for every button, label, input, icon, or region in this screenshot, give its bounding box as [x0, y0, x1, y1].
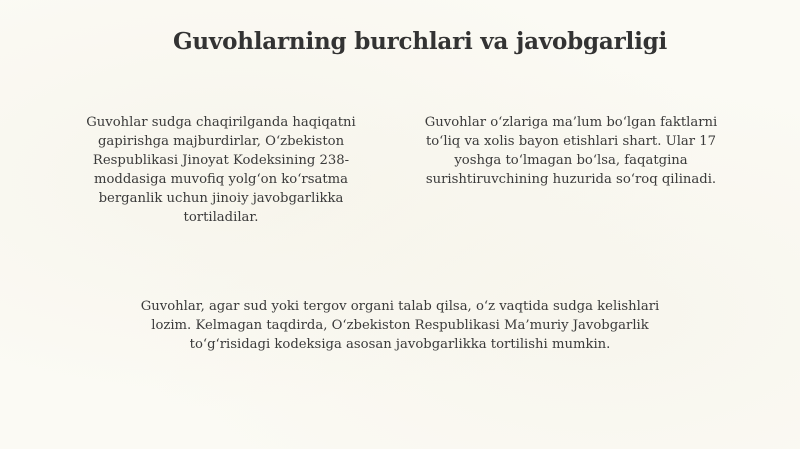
slide-title: Guvohlarning burchlari va javobgarligi [172, 28, 668, 55]
paragraph-witness-truth-obligation: Guvohlar sudga chaqirilganda haqiqatni gapirishga majburdirlar, O‘zbekiston Respublikasi Jinoyat Kodeksining 238-moddasiga muvofiq yolg‘on ko‘rsatma berganlik uchun jinoiy javobgarlikka tortiladilar. [86, 115, 356, 225]
paragraph-witness-attendance: Guvohlar, agar sud yoki tergov organi talab qilsa, o‘z vaqtida sudga kelishlari lozim. Kelmagan taqdirda, O‘zbekiston Respublikasi Ma’muriy Javobgarlik to‘g‘risidagi kodeksiga asosan javobgarlikka tortilishi mumkin. [140, 299, 660, 352]
paragraph-witness-full-statement: Guvohlar o‘zlariga ma’lum bo‘lgan faktlarni to‘liq va xolis bayon etishlari shart. Ular 17 yoshga to‘lmagan bo‘lsa, faqatgina surishtiruvchining huzurida so‘roq qilinadi. [424, 115, 718, 187]
